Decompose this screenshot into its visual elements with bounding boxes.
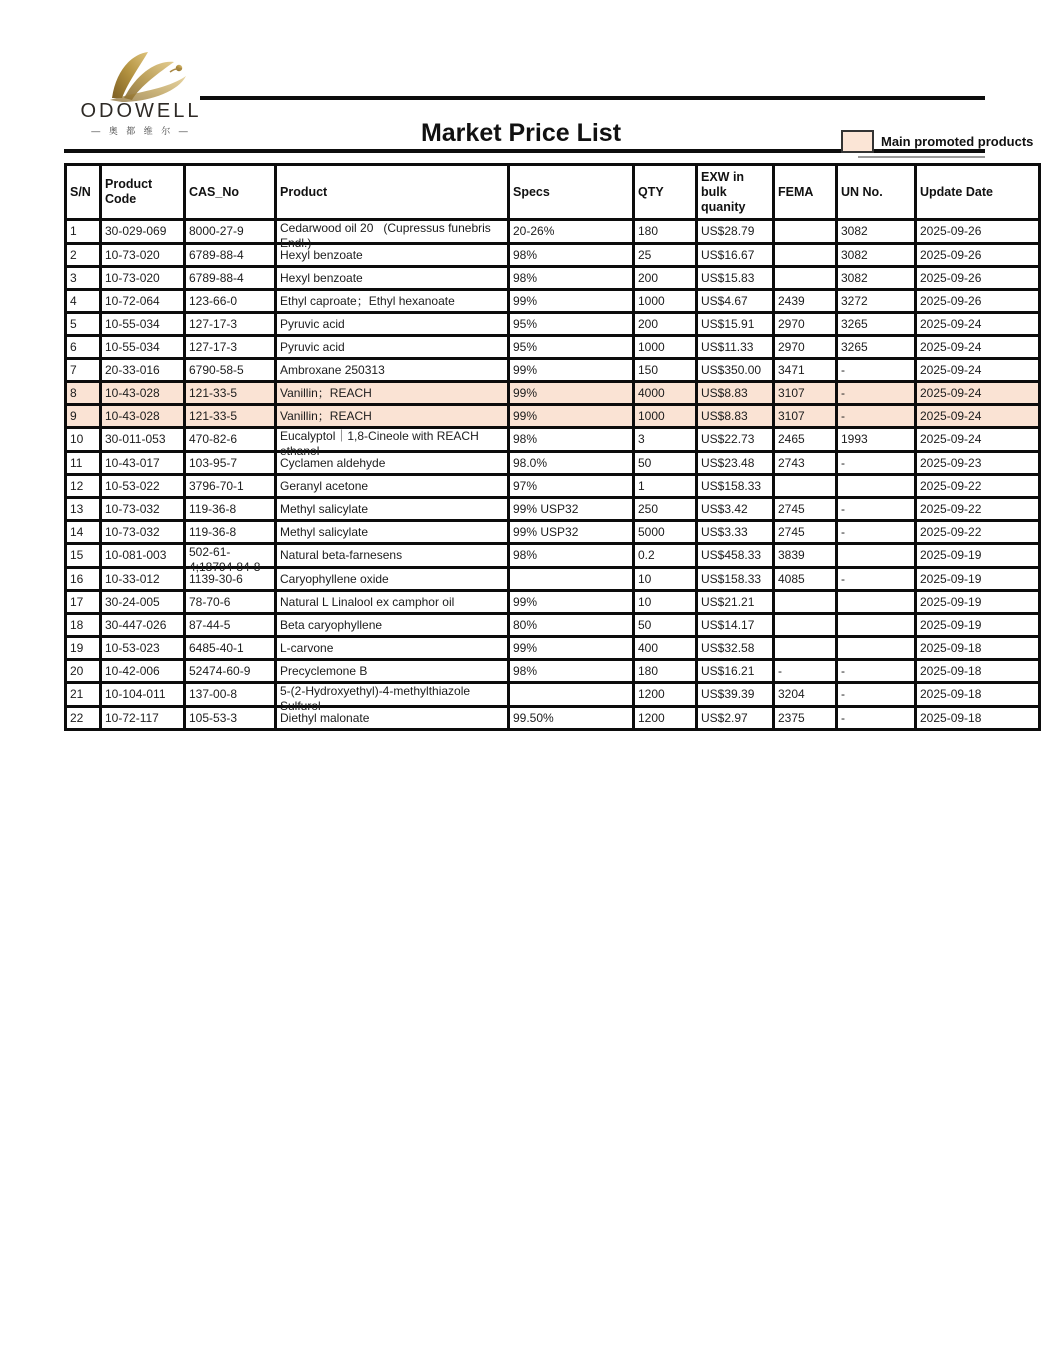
cell-un: - xyxy=(837,498,916,521)
cell-specs xyxy=(509,683,634,707)
cell-un xyxy=(837,637,916,660)
cell-code: 10-081-003 xyxy=(101,544,185,568)
cell-date: 2025-09-24 xyxy=(916,359,1040,382)
cell-cas: 470-82-6 xyxy=(185,428,276,452)
cell-un: - xyxy=(837,660,916,683)
col-header-date: Update Date xyxy=(916,165,1040,220)
cell-fema: 2745 xyxy=(774,498,837,521)
cell-exw: US$28.79 xyxy=(697,220,774,244)
cell-sn: 8 xyxy=(66,382,101,405)
cell-product: Pyruvic acid xyxy=(276,313,509,336)
table-row xyxy=(66,244,1040,267)
cell-un: - xyxy=(837,683,916,707)
company-logo xyxy=(66,48,216,137)
cell-qty: 200 xyxy=(634,267,697,290)
cell-sn: 5 xyxy=(66,313,101,336)
col-header-sn: S/N xyxy=(66,165,101,220)
cell-fema: 3471 xyxy=(774,359,837,382)
legend-underline xyxy=(858,156,985,158)
cell-fema: 3107 xyxy=(774,382,837,405)
col-header-code: Product Code xyxy=(101,165,185,220)
col-header-un: UN No. xyxy=(837,165,916,220)
cell-cas: 119-36-8 xyxy=(185,498,276,521)
cell-specs: 99% xyxy=(509,382,634,405)
cell-sn: 2 xyxy=(66,244,101,267)
cell-qty: 150 xyxy=(634,359,697,382)
cell-code: 10-73-020 xyxy=(101,267,185,290)
cell-exw: US$14.17 xyxy=(697,614,774,637)
cell-sn: 20 xyxy=(66,660,101,683)
cell-fema: 2970 xyxy=(774,336,837,359)
table-row xyxy=(66,637,1040,660)
cell-fema xyxy=(774,267,837,290)
cell-qty: 400 xyxy=(634,637,697,660)
cell-cas: 137-00-8 xyxy=(185,683,276,707)
col-header-cas: CAS_No xyxy=(185,165,276,220)
cell-product: Hexyl benzoate xyxy=(276,244,509,267)
cell-product: Vanillin；REACH xyxy=(276,405,509,428)
cell-exw: US$8.83 xyxy=(697,382,774,405)
cell-exw: US$11.33 xyxy=(697,336,774,359)
cell-qty: 1200 xyxy=(634,683,697,707)
cell-un: - xyxy=(837,521,916,544)
cell-sn: 4 xyxy=(66,290,101,313)
cell-fema xyxy=(774,244,837,267)
table-row xyxy=(66,452,1040,475)
cell-date: 2025-09-19 xyxy=(916,568,1040,591)
cell-exw: US$8.83 xyxy=(697,405,774,428)
cell-cas: 127-17-3 xyxy=(185,313,276,336)
cell-qty: 5000 xyxy=(634,521,697,544)
cell-code: 20-33-016 xyxy=(101,359,185,382)
table-row xyxy=(66,544,1040,568)
cell-qty: 1200 xyxy=(634,707,697,730)
cell-product: Geranyl acetone xyxy=(276,475,509,498)
cell-code: 10-42-006 xyxy=(101,660,185,683)
cell-cas: 6485-40-1 xyxy=(185,637,276,660)
cell-qty: 0.2 xyxy=(634,544,697,568)
table-row xyxy=(66,475,1040,498)
cell-date: 2025-09-22 xyxy=(916,521,1040,544)
cell-code: 10-72-117 xyxy=(101,707,185,730)
table-row xyxy=(66,267,1040,290)
cell-sn: 9 xyxy=(66,405,101,428)
cell-code: 10-55-034 xyxy=(101,313,185,336)
cell-exw: US$2.97 xyxy=(697,707,774,730)
cell-sn: 18 xyxy=(66,614,101,637)
cell-code: 10-43-028 xyxy=(101,405,185,428)
cell-sn: 10 xyxy=(66,428,101,452)
cell-specs: 20-26% xyxy=(509,220,634,244)
cell-qty: 10 xyxy=(634,568,697,591)
cell-code: 10-55-034 xyxy=(101,336,185,359)
cell-sn: 6 xyxy=(66,336,101,359)
cell-qty: 180 xyxy=(634,660,697,683)
cell-qty: 25 xyxy=(634,244,697,267)
cell-cas: 123-66-0 xyxy=(185,290,276,313)
cell-cas: 6790-58-5 xyxy=(185,359,276,382)
cell-specs: 98% xyxy=(509,544,634,568)
cell-sn: 3 xyxy=(66,267,101,290)
top-rule xyxy=(200,96,985,100)
cell-sn: 15 xyxy=(66,544,101,568)
cell-exw: US$23.48 xyxy=(697,452,774,475)
cell-date: 2025-09-22 xyxy=(916,498,1040,521)
cell-un: - xyxy=(837,405,916,428)
table-row xyxy=(66,359,1040,382)
cell-product: Precyclemone B xyxy=(276,660,509,683)
cell-un: - xyxy=(837,382,916,405)
cell-specs: 99% xyxy=(509,290,634,313)
cell-specs: 98% xyxy=(509,267,634,290)
col-header-specs: Specs xyxy=(509,165,634,220)
cell-product: Methyl salicylate xyxy=(276,498,509,521)
cell-specs: 99% xyxy=(509,637,634,660)
cell-cas: 502-61- 4;18794-84-8 xyxy=(185,544,276,568)
cell-fema: 2375 xyxy=(774,707,837,730)
cell-product: Beta caryophyllene xyxy=(276,614,509,637)
cell-un: - xyxy=(837,359,916,382)
cell-sn: 11 xyxy=(66,452,101,475)
cell-sn: 13 xyxy=(66,498,101,521)
cell-exw: US$21.21 xyxy=(697,591,774,614)
cell-date: 2025-09-18 xyxy=(916,707,1040,730)
cell-fema xyxy=(774,614,837,637)
cell-sn: 1 xyxy=(66,220,101,244)
cell-cas: 127-17-3 xyxy=(185,336,276,359)
table-body xyxy=(66,220,1040,730)
cell-code: 10-53-022 xyxy=(101,475,185,498)
cell-fema: 3107 xyxy=(774,405,837,428)
cell-code: 10-72-064 xyxy=(101,290,185,313)
cell-exw: US$22.73 xyxy=(697,428,774,452)
table-row xyxy=(66,521,1040,544)
cell-cas: 121-33-5 xyxy=(185,382,276,405)
cell-date: 2025-09-22 xyxy=(916,475,1040,498)
legend-color-swatch xyxy=(841,130,874,153)
cell-qty: 200 xyxy=(634,313,697,336)
cell-code: 10-73-032 xyxy=(101,498,185,521)
cell-exw: US$458.33 xyxy=(697,544,774,568)
cell-fema: 2743 xyxy=(774,452,837,475)
cell-fema xyxy=(774,220,837,244)
cell-qty: 1000 xyxy=(634,290,697,313)
cell-specs: 95% xyxy=(509,336,634,359)
col-header-product: Product xyxy=(276,165,509,220)
cell-exw: US$4.67 xyxy=(697,290,774,313)
cell-qty: 1000 xyxy=(634,336,697,359)
table-row xyxy=(66,382,1040,405)
table-row xyxy=(66,614,1040,637)
cell-fema: 2970 xyxy=(774,313,837,336)
cell-product: Vanillin；REACH xyxy=(276,382,509,405)
cell-exw: US$158.33 xyxy=(697,568,774,591)
cell-un xyxy=(837,591,916,614)
cell-cas: 52474-60-9 xyxy=(185,660,276,683)
cell-exw: US$16.67 xyxy=(697,244,774,267)
cell-qty: 4000 xyxy=(634,382,697,405)
cell-un: - xyxy=(837,452,916,475)
cell-exw: US$15.91 xyxy=(697,313,774,336)
cell-fema: 2465 xyxy=(774,428,837,452)
cell-specs: 98% xyxy=(509,428,634,452)
flower-logo-icon xyxy=(82,48,200,102)
cell-product: Pyruvic acid xyxy=(276,336,509,359)
cell-qty: 50 xyxy=(634,452,697,475)
cell-cas: 87-44-5 xyxy=(185,614,276,637)
cell-cas: 3796-70-1 xyxy=(185,475,276,498)
table-row xyxy=(66,707,1040,730)
cell-code: 30-24-005 xyxy=(101,591,185,614)
cell-cas: 6789-88-4 xyxy=(185,244,276,267)
cell-sn: 16 xyxy=(66,568,101,591)
table-row xyxy=(66,660,1040,683)
cell-date: 2025-09-24 xyxy=(916,428,1040,452)
cell-cas: 119-36-8 xyxy=(185,521,276,544)
table-row xyxy=(66,428,1040,452)
cell-specs: 97% xyxy=(509,475,634,498)
cell-fema xyxy=(774,637,837,660)
cell-product: Natural L Linalool ex camphor oil xyxy=(276,591,509,614)
cell-qty: 1 xyxy=(634,475,697,498)
cell-exw: US$15.83 xyxy=(697,267,774,290)
cell-cas: 1139-30-6 xyxy=(185,568,276,591)
cell-specs: 99% xyxy=(509,591,634,614)
cell-fema: 3204 xyxy=(774,683,837,707)
cell-exw: US$16.21 xyxy=(697,660,774,683)
cell-date: 2025-09-26 xyxy=(916,220,1040,244)
cell-sn: 21 xyxy=(66,683,101,707)
cell-fema: 2439 xyxy=(774,290,837,313)
cell-product: Methyl salicylate xyxy=(276,521,509,544)
cell-date: 2025-09-26 xyxy=(916,244,1040,267)
cell-fema: - xyxy=(774,660,837,683)
cell-code: 10-43-017 xyxy=(101,452,185,475)
table-row xyxy=(66,405,1040,428)
cell-date: 2025-09-18 xyxy=(916,637,1040,660)
cell-exw: US$39.39 xyxy=(697,683,774,707)
cell-fema: 3839 xyxy=(774,544,837,568)
cell-product: Diethyl malonate xyxy=(276,707,509,730)
cell-product: Eucalyptol｜1,8-Cineole with REACH ethanol xyxy=(276,428,509,452)
cell-cas: 8000-27-9 xyxy=(185,220,276,244)
table-row xyxy=(66,591,1040,614)
cell-date: 2025-09-19 xyxy=(916,591,1040,614)
cell-date: 2025-09-23 xyxy=(916,452,1040,475)
cell-qty: 3 xyxy=(634,428,697,452)
cell-exw: US$350.00 xyxy=(697,359,774,382)
cell-exw: US$3.42 xyxy=(697,498,774,521)
table-row xyxy=(66,220,1040,244)
cell-un: 3082 xyxy=(837,244,916,267)
cell-specs: 80% xyxy=(509,614,634,637)
table-row xyxy=(66,313,1040,336)
cell-un: 3265 xyxy=(837,336,916,359)
table-row xyxy=(66,290,1040,313)
cell-sn: 17 xyxy=(66,591,101,614)
cell-product: Ethyl caproate；Ethyl hexanoate xyxy=(276,290,509,313)
cell-date: 2025-09-18 xyxy=(916,660,1040,683)
cell-un: 3082 xyxy=(837,267,916,290)
cell-code: 30-447-026 xyxy=(101,614,185,637)
table-row xyxy=(66,498,1040,521)
cell-specs: 99% USP32 xyxy=(509,521,634,544)
cell-product: Natural beta-farnesens xyxy=(276,544,509,568)
cell-date: 2025-09-26 xyxy=(916,267,1040,290)
cell-specs: 99% USP32 xyxy=(509,498,634,521)
cell-date: 2025-09-24 xyxy=(916,313,1040,336)
col-header-exw: EXW in bulk quanity xyxy=(697,165,774,220)
col-header-fema: FEMA xyxy=(774,165,837,220)
cell-date: 2025-09-19 xyxy=(916,544,1040,568)
cell-un: 3082 xyxy=(837,220,916,244)
cell-code: 10-104-011 xyxy=(101,683,185,707)
cell-qty: 10 xyxy=(634,591,697,614)
cell-code: 30-029-069 xyxy=(101,220,185,244)
cell-specs xyxy=(509,568,634,591)
cell-cas: 6789-88-4 xyxy=(185,267,276,290)
cell-cas: 121-33-5 xyxy=(185,405,276,428)
legend-label: Main promoted products xyxy=(881,133,1034,149)
cell-product: Cedarwood oil 20 (Cupressus funebris Endl.) xyxy=(276,220,509,244)
cell-date: 2025-09-26 xyxy=(916,290,1040,313)
cell-sn: 14 xyxy=(66,521,101,544)
cell-date: 2025-09-24 xyxy=(916,336,1040,359)
cell-sn: 22 xyxy=(66,707,101,730)
cell-date: 2025-09-19 xyxy=(916,614,1040,637)
cell-exw: US$158.33 xyxy=(697,475,774,498)
cell-code: 10-53-023 xyxy=(101,637,185,660)
cell-code: 10-73-020 xyxy=(101,244,185,267)
cell-cas: 78-70-6 xyxy=(185,591,276,614)
cell-exw: US$32.58 xyxy=(697,637,774,660)
logo-wordmark: ODOWELL xyxy=(80,100,202,122)
cell-qty: 50 xyxy=(634,614,697,637)
cell-specs: 95% xyxy=(509,313,634,336)
cell-product: 5-(2-Hydroxyethyl)-4-methylthiazole Sulfurol xyxy=(276,683,509,707)
cell-specs: 99% xyxy=(509,359,634,382)
cell-date: 2025-09-24 xyxy=(916,405,1040,428)
page-title: Market Price List xyxy=(420,119,622,147)
cell-un: 3265 xyxy=(837,313,916,336)
cell-code: 10-73-032 xyxy=(101,521,185,544)
cell-fema xyxy=(774,475,837,498)
cell-qty: 180 xyxy=(634,220,697,244)
cell-specs: 98% xyxy=(509,660,634,683)
cell-code: 10-43-028 xyxy=(101,382,185,405)
cell-date: 2025-09-24 xyxy=(916,382,1040,405)
cell-specs: 98% xyxy=(509,244,634,267)
cell-un xyxy=(837,544,916,568)
cell-un: - xyxy=(837,707,916,730)
cell-product: Cyclamen aldehyde xyxy=(276,452,509,475)
cell-un: 1993 xyxy=(837,428,916,452)
cell-cas: 103-95-7 xyxy=(185,452,276,475)
cell-un xyxy=(837,475,916,498)
cell-sn: 7 xyxy=(66,359,101,382)
cell-cas: 105-53-3 xyxy=(185,707,276,730)
cell-exw: US$3.33 xyxy=(697,521,774,544)
cell-qty: 1000 xyxy=(634,405,697,428)
cell-date: 2025-09-18 xyxy=(916,683,1040,707)
cell-qty: 250 xyxy=(634,498,697,521)
cell-un: - xyxy=(837,568,916,591)
cell-code: 30-011-053 xyxy=(101,428,185,452)
table-row xyxy=(66,683,1040,707)
cell-product: L-carvone xyxy=(276,637,509,660)
cell-product: Ambroxane 250313 xyxy=(276,359,509,382)
price-table xyxy=(64,163,1041,731)
cell-code: 10-33-012 xyxy=(101,568,185,591)
cell-sn: 12 xyxy=(66,475,101,498)
cell-sn: 19 xyxy=(66,637,101,660)
table-row xyxy=(66,336,1040,359)
cell-product: Hexyl benzoate xyxy=(276,267,509,290)
logo-chinese-subtitle: — 奥 都 维 尔 — xyxy=(91,126,191,136)
cell-product: Caryophyllene oxide xyxy=(276,568,509,591)
header-row xyxy=(66,165,1040,220)
cell-un xyxy=(837,614,916,637)
cell-specs: 99.50% xyxy=(509,707,634,730)
legend xyxy=(841,130,1033,152)
cell-fema xyxy=(774,591,837,614)
cell-fema: 2745 xyxy=(774,521,837,544)
cell-un: 3272 xyxy=(837,290,916,313)
cell-fema: 4085 xyxy=(774,568,837,591)
col-header-qty: QTY xyxy=(634,165,697,220)
cell-specs: 98.0% xyxy=(509,452,634,475)
cell-specs: 99% xyxy=(509,405,634,428)
